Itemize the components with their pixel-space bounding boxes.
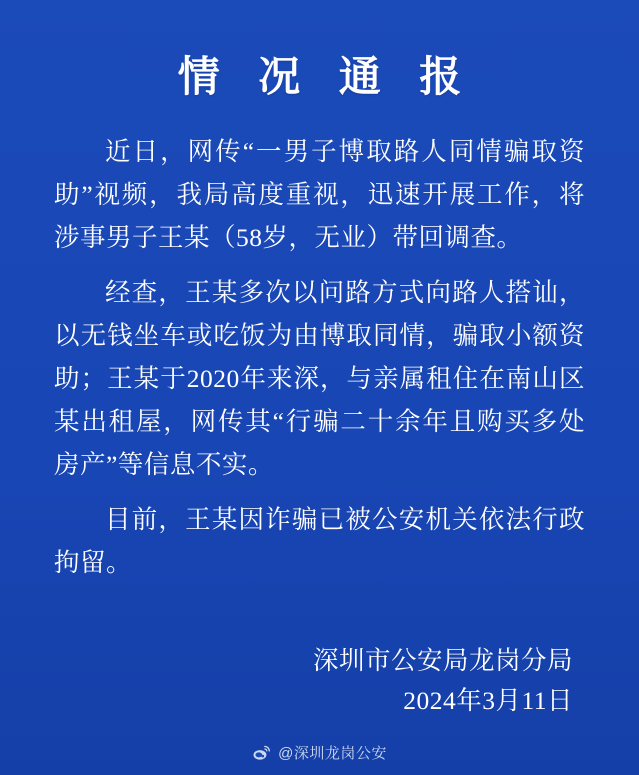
signature-organization: 深圳市公安局龙岗分局	[312, 646, 573, 675]
footer-watermark	[0, 742, 639, 763]
notice-body	[40, 130, 599, 596]
page-title: 情 况 通 报	[177, 55, 476, 101]
signature-date: 2024年3月11日	[403, 686, 573, 715]
paragraph-2: 经查，王某多次以问路方式向路人搭讪，以无钱坐车或吃饭为由博取同情，骗取小额资助；王某于2020年来深，与亲属租住在南山区某出租屋，网传其“行骗二十余年且购买多处房产”等信息不实。	[54, 278, 585, 479]
paragraph-3: 目前，王某因诈骗已被公安机关依法行政拘留。	[54, 505, 585, 577]
paragraph-1: 近日，网传“一男子博取路人同情骗取资助”视频，我局高度重视，迅速开展工作，将涉事男子王某（58岁，无业）带回调查。	[54, 137, 585, 252]
footer-handle: @深圳龙岗公安	[278, 745, 387, 762]
signature-block	[40, 641, 599, 721]
weibo-icon	[252, 743, 271, 762]
